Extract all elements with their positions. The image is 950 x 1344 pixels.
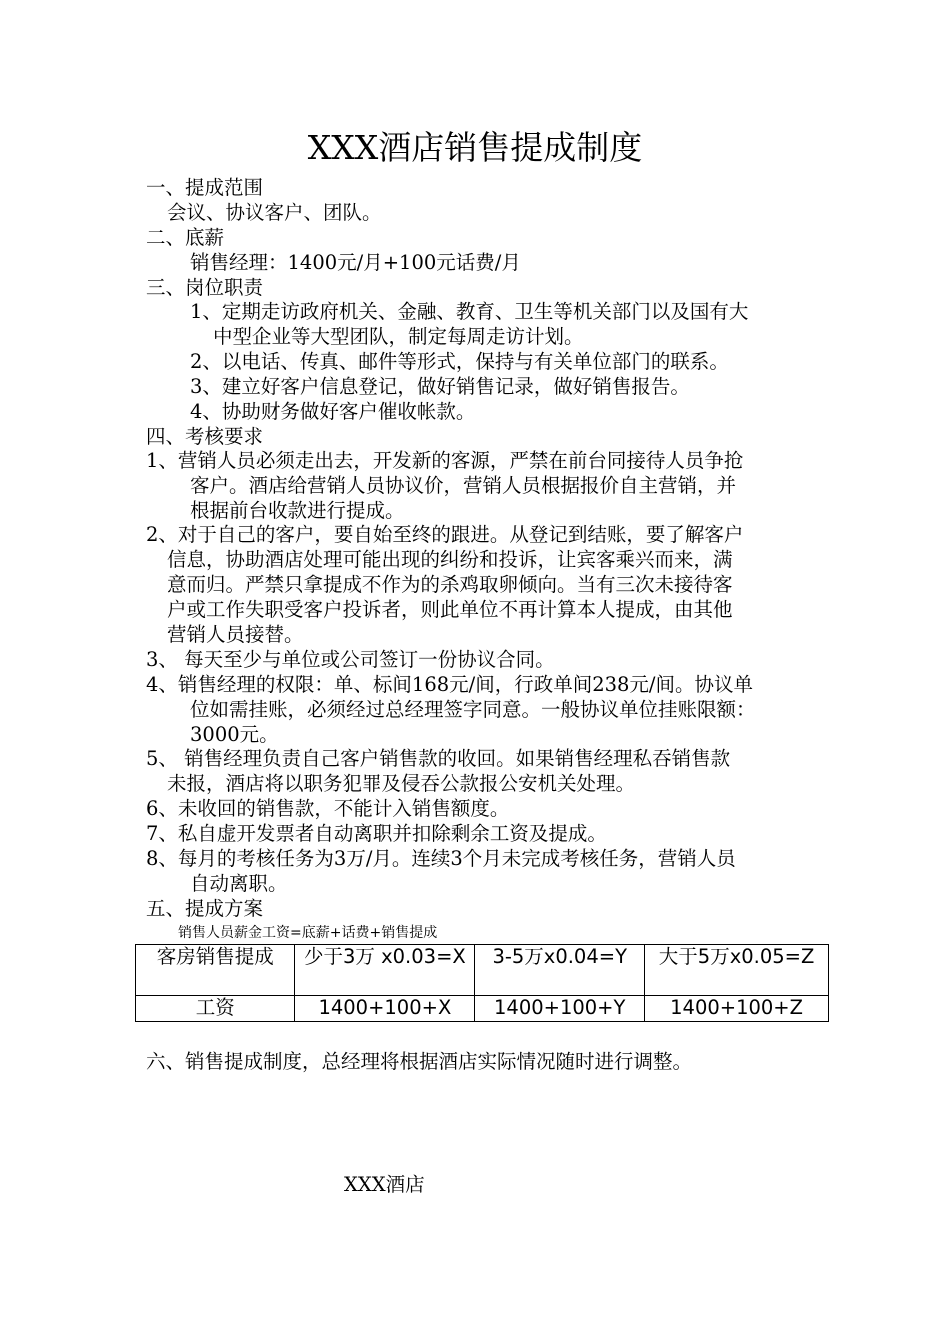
rule-2-line-5: 营销人员接替。 [167,623,304,646]
rule-1-line-2: 客户。酒店给营销人员协议价，营销人员根据报价自主营销，并 [190,474,737,497]
duty-item-2: 2、以电话、传真、邮件等形式，保持与有关单位部门的联系。 [190,350,729,373]
section-2-heading: 二、底薪 [146,226,225,249]
rule-3: 3、 每天至少与单位或公司签订一份协议合同。 [146,648,555,671]
rule-2-line-4: 户或工作失职受客户投诉者，则此单位不再计算本人提成，由其他 [167,598,733,621]
rule-8-line-1: 8、每月的考核任务为3万/月。连续3个月未完成考核任务，营销人员 [146,847,736,870]
section-5-heading: 五、提成方案 [146,897,264,920]
hotel-signature: XXX酒店 [344,1173,425,1196]
rule-4-line-3: 3000元。 [190,723,279,746]
rule-7: 7、私自虚开发票者自动离职并扣除剩余工资及提成。 [146,822,607,845]
table-cell-header: 客房销售提成 [136,945,295,996]
duty-item-1-cont: 中型企业等大型团队，制定每周走访计划。 [213,325,584,348]
rule-6: 6、未收回的销售款，不能计入销售额度。 [146,797,510,820]
table-cell-tier-3: 大于5万x0.05=Z [645,945,829,996]
duty-item-4: 4、协助财务做好客户催收帐款。 [190,400,476,423]
rule-2-line-1: 2、对于自己的客户，要自始至终的跟进。从登记到结账，要了解客户 [146,523,744,546]
table-cell-tier-1: 少于3万 x0.03=X [295,945,475,996]
section-1-heading: 一、提成范围 [146,176,264,199]
table-cell-tier-2: 3-5万x0.04=Y [475,945,645,996]
table-row [136,945,829,996]
section-2-body: 销售经理：1400元/月+100元话费/月 [190,251,521,274]
rule-4-line-1: 4、销售经理的权限：单、标间168元/间，行政单间238元/间。协议单 [146,673,753,696]
table-cell-salary-2: 1400+100+Y [475,996,645,1022]
rule-2-line-3: 意而归。严禁只拿提成不作为的杀鸡取卵倾向。当有三次未接待客 [167,573,733,596]
rule-1-line-3: 根据前台收款进行提成。 [190,499,405,522]
section-6-line: 六、销售提成制度，总经理将根据酒店实际情况随时进行调整。 [146,1050,693,1073]
section-3-heading: 三、岗位职责 [146,276,264,299]
rule-5-line-2: 未报，酒店将以职务犯罪及侵吞公款报公安机关处理。 [167,772,636,795]
commission-table [135,944,829,1022]
rule-5-line-1: 5、 销售经理负责自己客户销售款的收回。如果销售经理私吞销售款 [146,747,731,770]
section-1-body: 会议、协议客户、团队。 [167,201,382,224]
salary-formula: 销售人员薪金工资=底薪+话费+销售提成 [178,925,438,941]
rule-2-line-2: 信息，协助酒店处理可能出现的纠纷和投诉，让宾客乘兴而来，满 [167,548,733,571]
duty-item-3: 3、建立好客户信息登记，做好销售记录，做好销售报告。 [190,375,690,398]
table-cell-salary-3: 1400+100+Z [645,996,829,1022]
table-cell-salary-1: 1400+100+X [295,996,475,1022]
section-4-heading: 四、考核要求 [146,425,264,448]
document-title: XXX酒店销售提成制度 [307,128,643,167]
rule-1-line-1: 1、营销人员必须走出去，开发新的客源，严禁在前台同接待人员争抢 [146,449,744,472]
table-cell-salary-label: 工资 [136,996,295,1022]
rule-8-line-2: 自动离职。 [190,872,288,895]
table-row [136,996,829,1022]
duty-item-1: 1、定期走访政府机关、金融、教育、卫生等机关部门以及国有大 [190,300,749,323]
rule-4-line-2: 位如需挂账，必须经过总经理签字同意。一般协议单位挂账限额： [190,698,756,721]
